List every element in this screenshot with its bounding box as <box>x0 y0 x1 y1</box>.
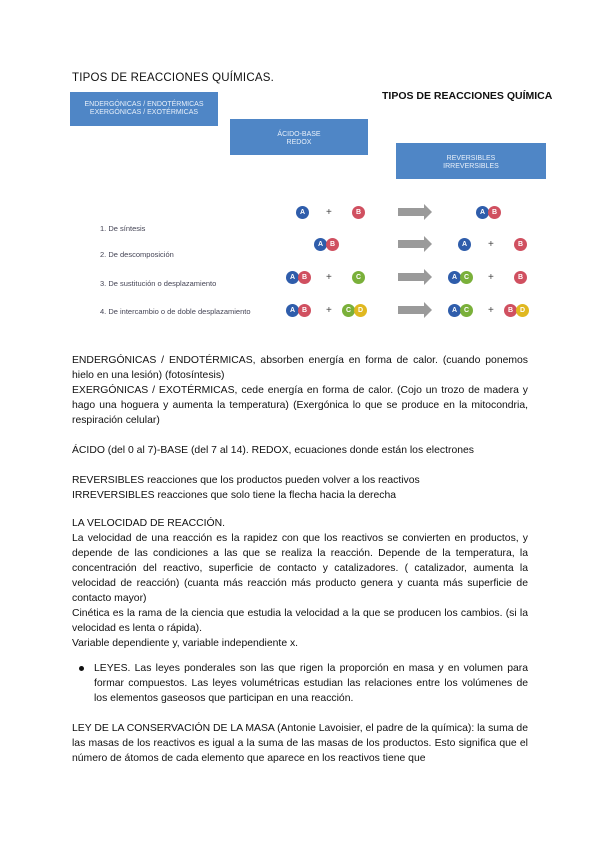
variables-text: Variable dependiente y, variable independiente x. <box>72 638 299 649</box>
endergonicas-text: ENDERGÓNICAS / ENDOTÉRMICAS, absorben energía en forma de calor. (cuando ponemos hielo en una lesión) (fotosíntesis) <box>72 355 528 381</box>
reversibility-paragraph <box>72 473 528 503</box>
molecule-a: A <box>448 304 461 317</box>
reversibility-box <box>396 143 546 179</box>
molecule-b: B <box>298 304 311 317</box>
velocity-title: LA VELOCIDAD DE REACCIÓN. <box>72 518 226 529</box>
molecule-c: C <box>342 304 355 317</box>
plus-sign: + <box>488 305 494 316</box>
molecule-c: C <box>460 271 473 284</box>
plus-sign: + <box>488 272 494 283</box>
energy-box <box>70 92 218 126</box>
energy-paragraphs <box>72 353 528 428</box>
molecule-c: C <box>352 271 365 284</box>
acid-base-text: ÁCIDO (del 0 al 7)-BASE (del 7 al 14). REDOX, ecuaciones donde están los electrones <box>72 445 474 456</box>
plus-sign: + <box>488 239 494 250</box>
molecule-b: B <box>488 206 501 219</box>
acid-base-box <box>230 119 368 155</box>
kinetics-text: Cinética es la rama de la ciencia que estudia la velocidad a la que se producen los cambios. (si la velocidad es lenta o rápida). <box>72 608 528 634</box>
molecule-a: A <box>476 206 489 219</box>
reaction-type-4: 4. De intercambio o de doble desplazamiento <box>100 307 251 316</box>
figure-title: TIPOS DE REACCIONES QUÍMICA <box>382 90 553 102</box>
laws-text: LEYES. Las leyes ponderales son las que rigen la proporción en masa y en volumen para formar compuestos. Las leyes volumétricas estudian las relaciones entre los volúmenes de los elementos gaseosos que participan en una reacción. <box>94 663 528 704</box>
molecule-a: A <box>286 271 299 284</box>
reaction-types-figure <box>70 86 556 326</box>
irreversibles-text: IRREVERSIBLES reacciones que solo tiene la flecha hacia la derecha <box>72 490 397 501</box>
plus-sign: + <box>326 272 332 283</box>
molecule-a: A <box>286 304 299 317</box>
acid-base-box-line2: REDOX <box>286 139 312 146</box>
reaction-arrow <box>398 306 424 314</box>
molecule-a: A <box>314 238 327 251</box>
mass-conservation-paragraph <box>72 721 528 766</box>
molecule-a: A <box>296 206 309 219</box>
acid-base-box-line1: ÁCIDO-BASE <box>277 131 321 138</box>
acid-base-paragraph <box>72 443 528 458</box>
reversibility-box-line2: IRREVERSIBLES <box>443 163 499 170</box>
velocity-section <box>72 516 528 651</box>
reaction-arrow <box>398 208 424 216</box>
molecule-a: A <box>458 238 471 251</box>
molecule-b: B <box>514 271 527 284</box>
molecule-b: B <box>514 238 527 251</box>
molecule-b: B <box>326 238 339 251</box>
reaction-type-1: 1. De síntesis <box>100 224 146 233</box>
reaction-type-2: 2. De descomposición <box>100 250 174 259</box>
reaction-arrow <box>398 273 424 281</box>
molecule-c: C <box>460 304 473 317</box>
reaction-type-3: 3. De sustitución o desplazamiento <box>100 279 217 288</box>
reversibility-box-line1: REVERSIBLES <box>446 155 496 162</box>
molecule-d: D <box>516 304 529 317</box>
energy-box-line1: ENDERGÓNICAS / ENDOTÉRMICAS <box>84 101 204 108</box>
molecule-b: B <box>298 271 311 284</box>
bullet-dot <box>79 666 84 671</box>
plus-sign: + <box>326 305 332 316</box>
velocity-body: La velocidad de una reacción es la rapidez con que los reactivos se convierten en productos, y depende de las condiciones a las que se realiza la reacción. Depende de la temperatura, la concentración del reactivo, superficie de contacto y catalizadores. ( catalizador, aumenta la velocidad de reacción) (cuanta más reacción más producto genera y cuanta más superficie de contacto mayor) <box>72 533 528 604</box>
energy-box-line2: EXERGÓNICAS / EXOTÉRMICAS <box>89 109 199 116</box>
reaction-arrow <box>398 240 424 248</box>
page-heading: TIPOS DE REACCIONES QUÍMICAS. <box>72 72 274 84</box>
reversibles-text: REVERSIBLES reacciones que los productos pueden volver a los reactivos <box>72 475 420 486</box>
plus-sign: + <box>326 207 332 218</box>
molecule-b: B <box>504 304 517 317</box>
mass-conservation-text: LEY DE LA CONSERVACIÓN DE LA MASA (Antonie Lavoisier, el padre de la química): la suma de las masas de los reactivos es igual a la suma de las masas de los productos. Esto significa que el número de átomos de cada elemento que aparece en los reactivos tiene que <box>72 723 528 764</box>
molecule-b: B <box>352 206 365 219</box>
laws-bullet <box>94 661 528 706</box>
molecule-a: A <box>448 271 461 284</box>
exergonicas-text: EXERGÓNICAS / EXOTÉRMICAS, cede energía en forma de calor. (Cojo un trozo de madera y hago una hoguera y aumenta la temperatura) (Exergónica lo que se produce en la mitocondria, respiración celular) <box>72 385 528 426</box>
molecule-d: D <box>354 304 367 317</box>
